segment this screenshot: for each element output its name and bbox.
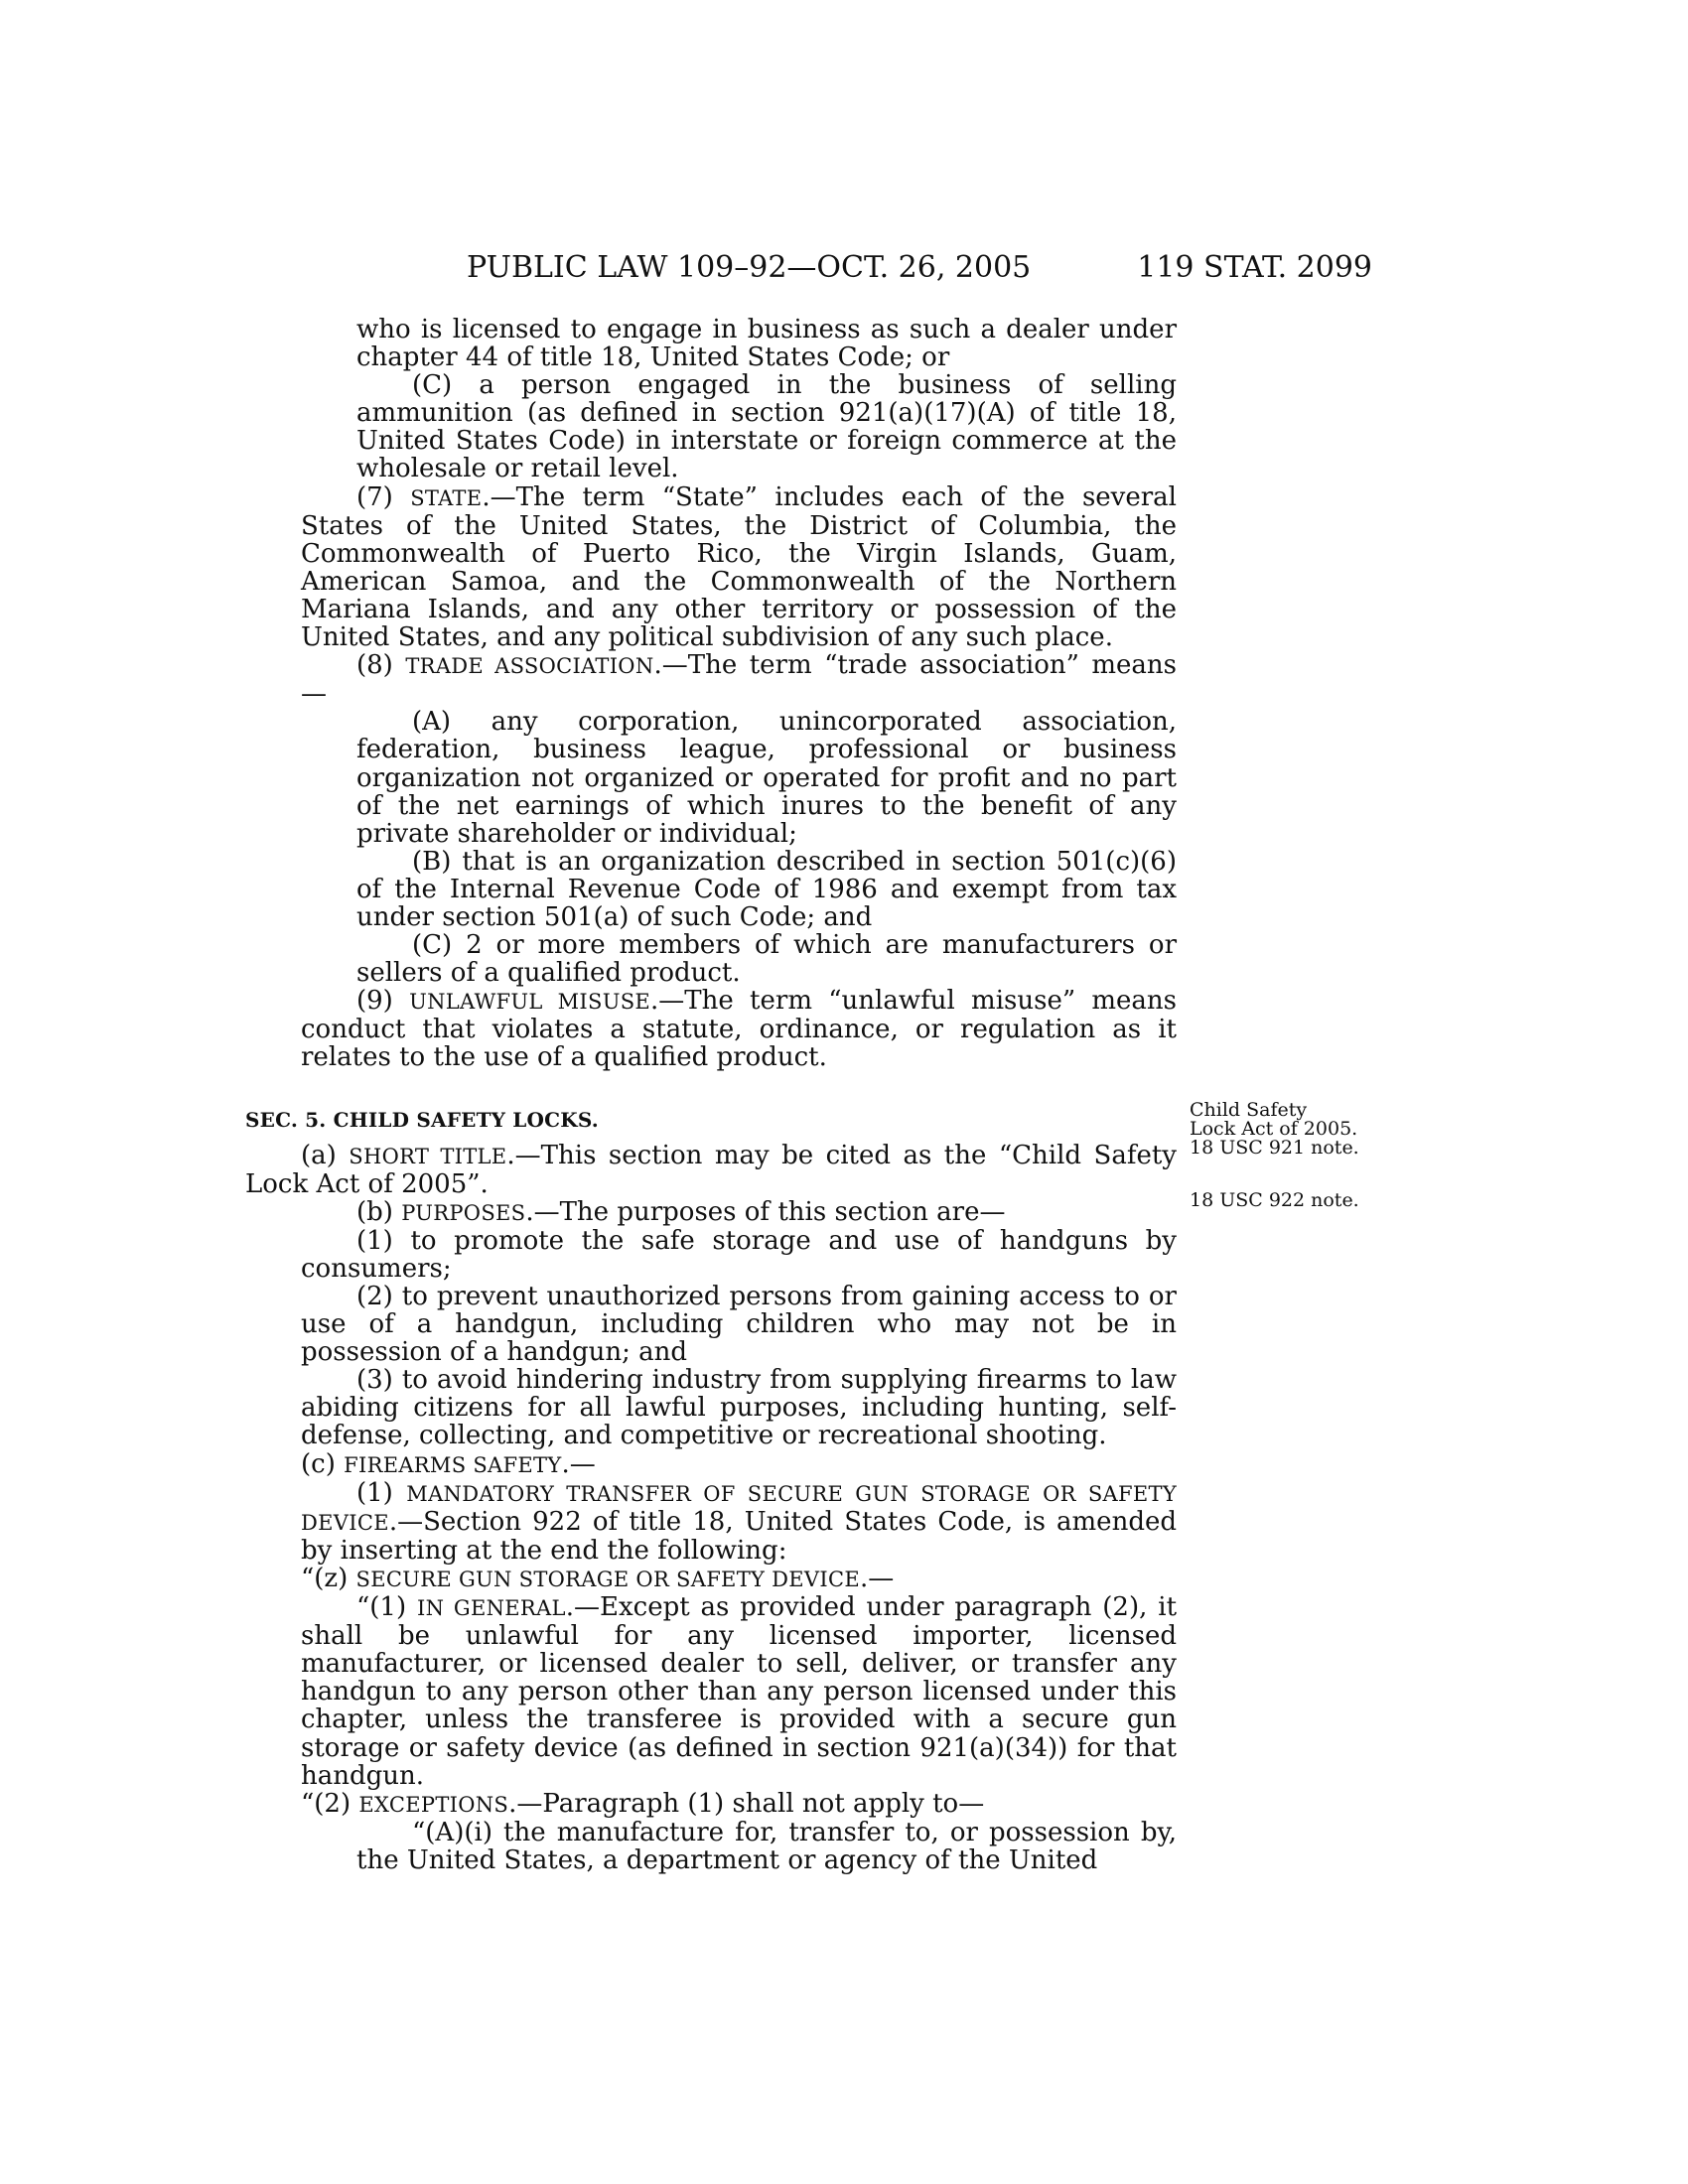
subsection-z-2-text: .—Paragraph (1) shall not apply to—: [508, 1788, 985, 1819]
subsection-z-term: SECURE GUN STORAGE OR SAFETY DEVICE: [355, 1567, 860, 1591]
section-5b: [301, 1198, 1177, 1227]
section-5c-1-term: MANDATORY TRANSFER OF SECURE GUN STORAGE OR SAFETY DEVICE: [301, 1481, 1177, 1535]
section-5a-number: (a): [301, 1140, 337, 1170]
margin-note-usc-922: [1190, 1191, 1388, 1210]
subsection-z-2-term: EXCEPTIONS: [358, 1792, 509, 1817]
definition-8a: (A) any corporation, unincorporated association, federation, business league, professional or business organization not organized or operated for profit and no part of the net earnings of which inures to the benefit of any private shareholder or individual;: [356, 707, 1177, 849]
subsection-z-1-number: “(1): [356, 1592, 407, 1623]
definition-9-term: UNLAWFUL MISUSE: [409, 990, 651, 1015]
running-head: PUBLIC LAW 109–92—OCT. 26, 2005: [467, 250, 1032, 285]
section-5b-3: (3) to avoid hindering industry from supplying firearms to law abiding citizens for all lawful purposes, including hunting, self-defense, collecting, and competitive or recreational shooting.: [301, 1365, 1177, 1451]
definition-8-term: TRADE ASSOCIATION: [405, 654, 654, 679]
subsection-z-2: [301, 1790, 1177, 1819]
subsection-z: [301, 1565, 1177, 1593]
subsection-z-1-text: .—Except as provided under paragraph (2), it shall be unlawful for any licensed importer, licensed manufacturer, or licensed dealer to sell, deliver, or transfer any handgun to any person other than any person licensed under this chapter, unless the transferee is provided with a secure gun storage or safety device (as defined in section 921(a)(34)) for that handgun.: [301, 1592, 1178, 1791]
section-5b-number: (b): [356, 1196, 393, 1227]
margin-note-line: 18 USC 922 note.: [1190, 1189, 1359, 1211]
definition-7-term: STATE: [410, 485, 483, 510]
definition-6c: (C) a person engaged in the business of selling ammunition (as defined in section 921(a)(17)(A) of title 18, United States Code) in interstate or foreign commerce at the wholesale or retail level.: [356, 370, 1177, 484]
subsection-z-1-term: IN GENERAL: [417, 1596, 566, 1621]
margin-note-line: 18 USC 921 note.: [1190, 1137, 1359, 1159]
dealer-continuation: who is licensed to engage in business as such a dealer under chapter 44 of title 18, United States Code; or: [356, 315, 1177, 373]
section-5c-1-number: (1): [356, 1477, 393, 1508]
page-header: [467, 248, 1372, 288]
margin-note-line: Child Safety: [1190, 1099, 1308, 1121]
statute-text: [245, 315, 1178, 1875]
margin-note-line: Lock Act of 2005.: [1190, 1118, 1358, 1140]
subsection-z-number: “(z): [301, 1563, 349, 1593]
definition-8-number: (8): [356, 650, 393, 681]
definition-8c: (C) 2 or more members of which are manufacturers or sellers of a qualified product.: [356, 930, 1177, 989]
section-5c-text: .—: [561, 1448, 596, 1479]
definition-7: [301, 483, 1177, 652]
definition-7-text: .—The term “State” includes each of the several States of the United States, the District of Columbia, the Commonwealth of Puerto Rico, the Virgin Islands, Guam, American Samoa, and the Commonwealth of the Northern Mariana Islands, and any other territory or possession of the United States, and any political subdivision of any such place.: [301, 481, 1177, 653]
definition-9-number: (9): [356, 986, 393, 1017]
section-5b-term: PURPOSES: [401, 1200, 526, 1225]
section-5b-1: (1) to promote the safe storage and use of handguns by consumers;: [301, 1225, 1177, 1284]
definition-8: [301, 651, 1177, 708]
definition-9-text: .—The term “unlawful misuse” means conduct that violates a statute, ordinance, or regulation as it relates to the use of a qualified product.: [301, 986, 1178, 1073]
subsection-z-1: [301, 1593, 1177, 1790]
section-5a: [245, 1142, 1177, 1198]
section-5-heading: SEC. 5. CHILD SAFETY LOCKS.: [245, 1107, 599, 1132]
margin-note-short-title: [1190, 1101, 1388, 1158]
subsection-z-2a: “(A)(i) the manufacture for, transfer to, or possession by, the United States, a department or agency of the United: [356, 1817, 1177, 1875]
subsection-z-text: .—: [859, 1563, 895, 1593]
definition-8-text: .—The term “trade association” means—: [301, 650, 1177, 710]
section-5c-number: (c): [301, 1448, 336, 1479]
section-5c-1: [301, 1479, 1177, 1565]
page-number: 119 STAT. 2099: [1137, 250, 1372, 285]
section-5a-term: SHORT TITLE: [349, 1144, 507, 1168]
definition-8b: (B) that is an organization described in section 501(c)(6) of the Internal Revenue Code of 1986 and exempt from tax under section 501(a) of such Code; and: [356, 846, 1177, 932]
section-5c-1-text: .—Section 922 of title 18, United States Code, is amended by inserting at the end the following:: [301, 1506, 1177, 1566]
section-5c-term: FIREARMS SAFETY: [344, 1452, 562, 1477]
section-5b-2: (2) to prevent unauthorized persons from gaining access to or use of a handgun, including children who may not be in possession of a handgun; and: [301, 1282, 1177, 1368]
definition-9: [301, 987, 1177, 1071]
subsection-z-2-number: “(2): [301, 1788, 352, 1819]
section-5a-text: .—This section may be cited as the “Child Safety Lock Act of 2005”.: [245, 1140, 1177, 1199]
section-5b-text: .—The purposes of this section are—: [525, 1196, 1006, 1227]
definition-7-number: (7): [356, 481, 393, 512]
section-5c: [301, 1450, 1177, 1479]
